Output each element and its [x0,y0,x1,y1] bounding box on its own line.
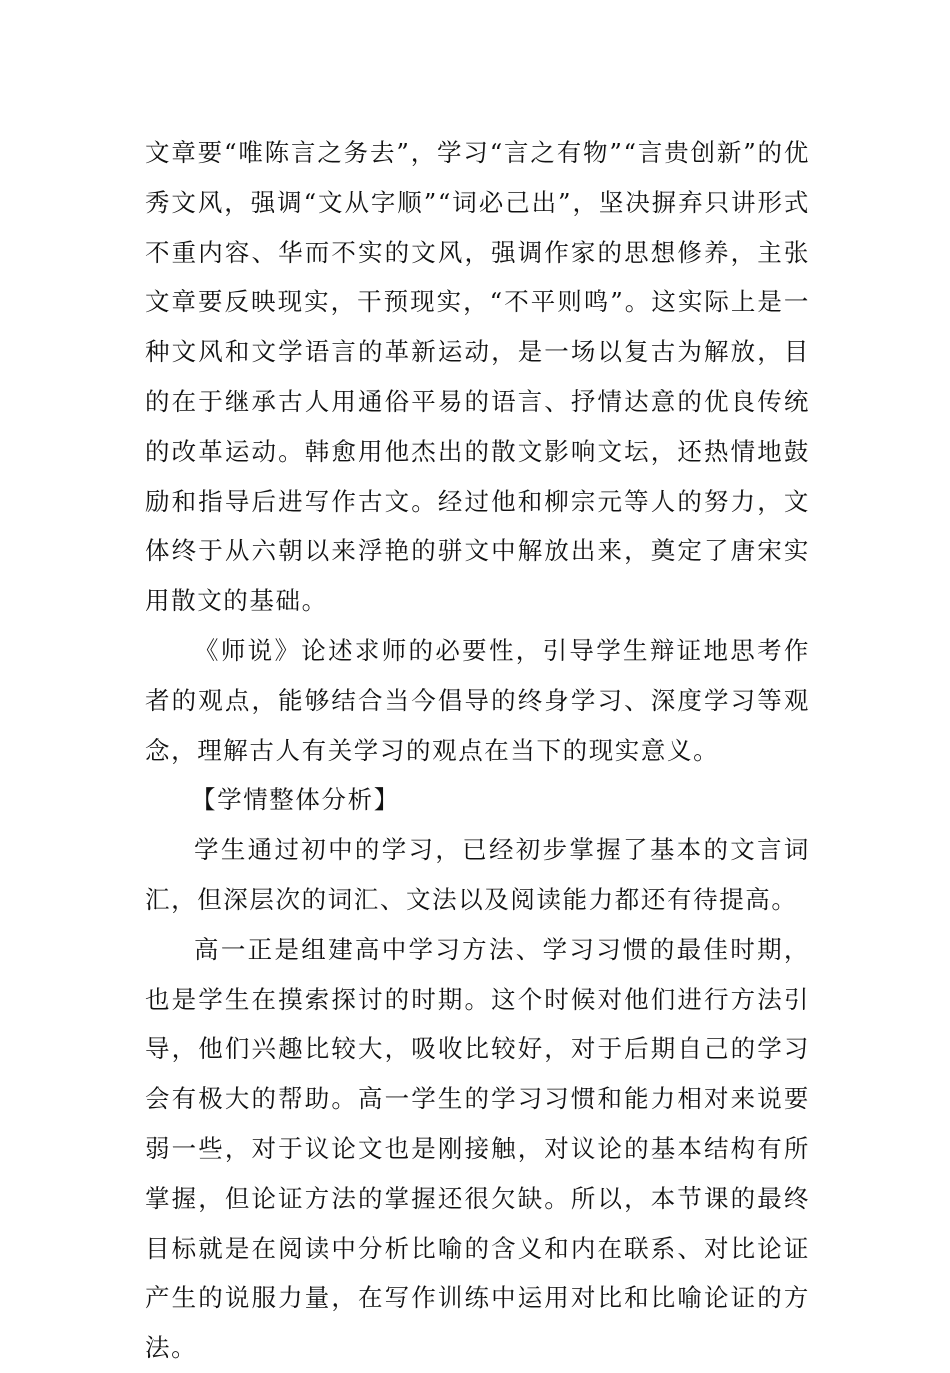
paragraph-student-foundation: 学生通过初中的学习，已经初步掌握了基本的文言词汇，但深层次的词汇、文法以及阅读能力都还有待提高。 [145,835,810,914]
paragraph-grade-one-goals: 高一正是组建高中学习方法、学习习惯的最佳时期，也是学生在摸索探讨的时期。这个时候对他们进行方法引导，他们兴趣比较大，吸收比较好，对于后期自己的学习会有极大的帮助。高一学生的学习习惯和能力相对来说要弱一些，对于议论文也是刚接触，对议论的基本结构有所掌握，但论证方法的掌握还很欠缺。所以，本节课的最终目标就是在阅读中分析比喻的含义和内在联系、对比论证产生的说服力量，在写作训练中运用对比和比喻论证的方法。 [145,934,810,1363]
paragraph-shishuo-summary: 《师说》论述求师的必要性，引导学生辩证地思考作者的观点，能够结合当今倡导的终身学习、深度学习等观念，理解古人有关学习的观点在当下的现实意义。 [145,635,810,765]
document-body [145,128,810,1373]
paragraph-guwen-movement: 文章要“唯陈言之务去”，学习“言之有物”“言贵创新”的优秀文风，强调“文从字顺”“词必己出”，坚决摒弃只讲形式不重内容、华而不实的文风，强调作家的思想修养，主张文章要反映现实，干预现实，“不平则鸣”。这实际上是一种文风和文学语言的革新运动，是一场以复古为解放，目的在于继承古人用通俗平易的语言、抒情达意的优良传统的改革运动。韩愈用他杰出的散文影响文坛，还热情地鼓励和指导后进写作古文。经过他和柳宗元等人的努力，文体终于从六朝以来浮艳的骈文中解放出来，奠定了唐宋实用散文的基础。 [145,138,810,616]
section-heading-student-analysis: 【学情整体分析】 [191,785,400,815]
